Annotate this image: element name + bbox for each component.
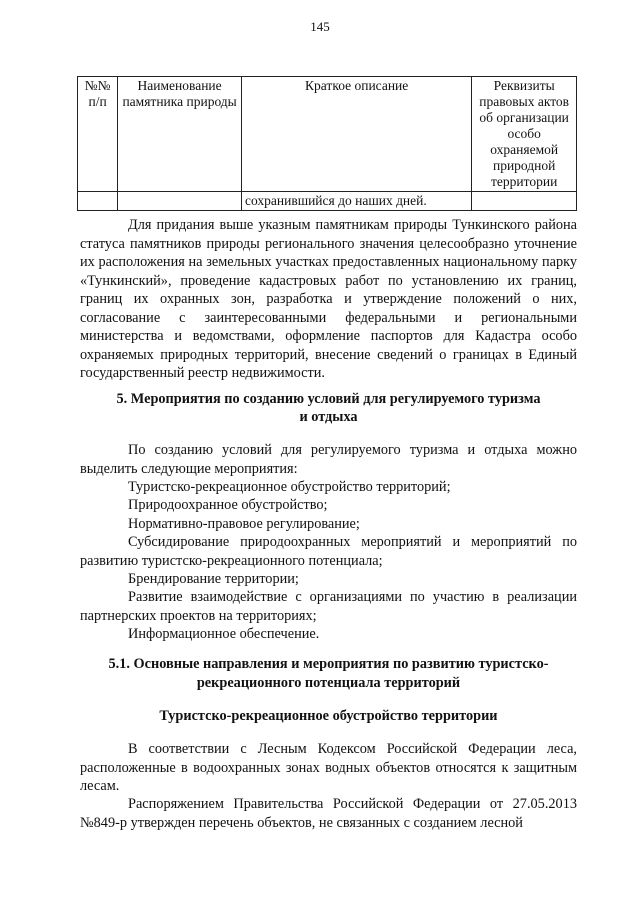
table-cell-description: сохранившийся до наших дней. bbox=[241, 192, 471, 211]
subheading: Туристско-рекреационное обустройство территории bbox=[159, 708, 498, 724]
paragraph-monuments-status: Для придания выше указным памятникам природы Тункинского района статуса памятников природы регионального значения целесообразно уточнение их расположения на земельных участках предоставленных национальному парку «Тункинский», проведение кадастровых работ по установлению их границ, границ их охранных зон, разработка и утверждение положений о них, согласование с заинтересованными федеральными и региональными министерства и ведомствами, оформление паспортов для Кадастра особо охраняемых природных территорий, внесение сведений о границах в Единый государственный реестр недвижимости. bbox=[80, 217, 577, 381]
list-item: Туристско-рекреационное обустройство территорий; bbox=[128, 479, 451, 495]
list-item: Брендирование территории; bbox=[128, 571, 299, 587]
list-item: Развитие взаимодействие с организациями по участию в реализации партнерских проектов на территориях; bbox=[80, 589, 577, 624]
section-5-heading-line2: и отдыха bbox=[299, 409, 358, 425]
list-item: Природоохранное обустройство; bbox=[128, 497, 328, 513]
table-cell bbox=[472, 192, 577, 211]
list-item: Информационное обеспечение. bbox=[128, 626, 320, 642]
section-5-1-heading-line2: рекреационного потенциала территорий bbox=[196, 675, 461, 691]
table-header-name: Наименование памятника природы bbox=[118, 77, 242, 192]
section-5-1-heading-line1: 5.1. Основные направления и мероприятия по развитию туристско- bbox=[108, 656, 549, 672]
list-item: Нормативно-правовое регулирование; bbox=[128, 516, 360, 532]
monuments-table bbox=[77, 76, 577, 211]
table-cell bbox=[78, 192, 118, 211]
table-header-row bbox=[78, 77, 577, 192]
table-header-number: №№ п/п bbox=[78, 77, 118, 192]
table-row bbox=[78, 192, 577, 211]
table-header-legal-acts: Реквизиты правовых актов об организации особо охраняемой природной территории bbox=[472, 77, 577, 192]
table-header-description: Краткое описание bbox=[241, 77, 471, 192]
table-cell bbox=[118, 192, 242, 211]
section-5-heading-line1: 5. Мероприятия по созданию условий для регулируемого туризма bbox=[116, 391, 541, 407]
page-number: 145 bbox=[310, 19, 330, 34]
paragraph-government-order: Распоряжением Правительства Российской Федерации от 27.05.2013 №849-р утвержден перечень объектов, не связанных с созданием лесной bbox=[80, 796, 577, 831]
list-item: Субсидирование природоохранных мероприятий и мероприятий по развитию туристско-рекреационного потенциала; bbox=[80, 534, 577, 569]
paragraph-forest-code: В соответствии с Лесным Кодексом Российской Федерации леса, расположенные в водоохранных зонах водных объектов относятся к защитным лесам. bbox=[80, 741, 577, 794]
section-5-intro: По созданию условий для регулируемого туризма и отдыха можно выделить следующие мероприятия: bbox=[80, 442, 577, 477]
